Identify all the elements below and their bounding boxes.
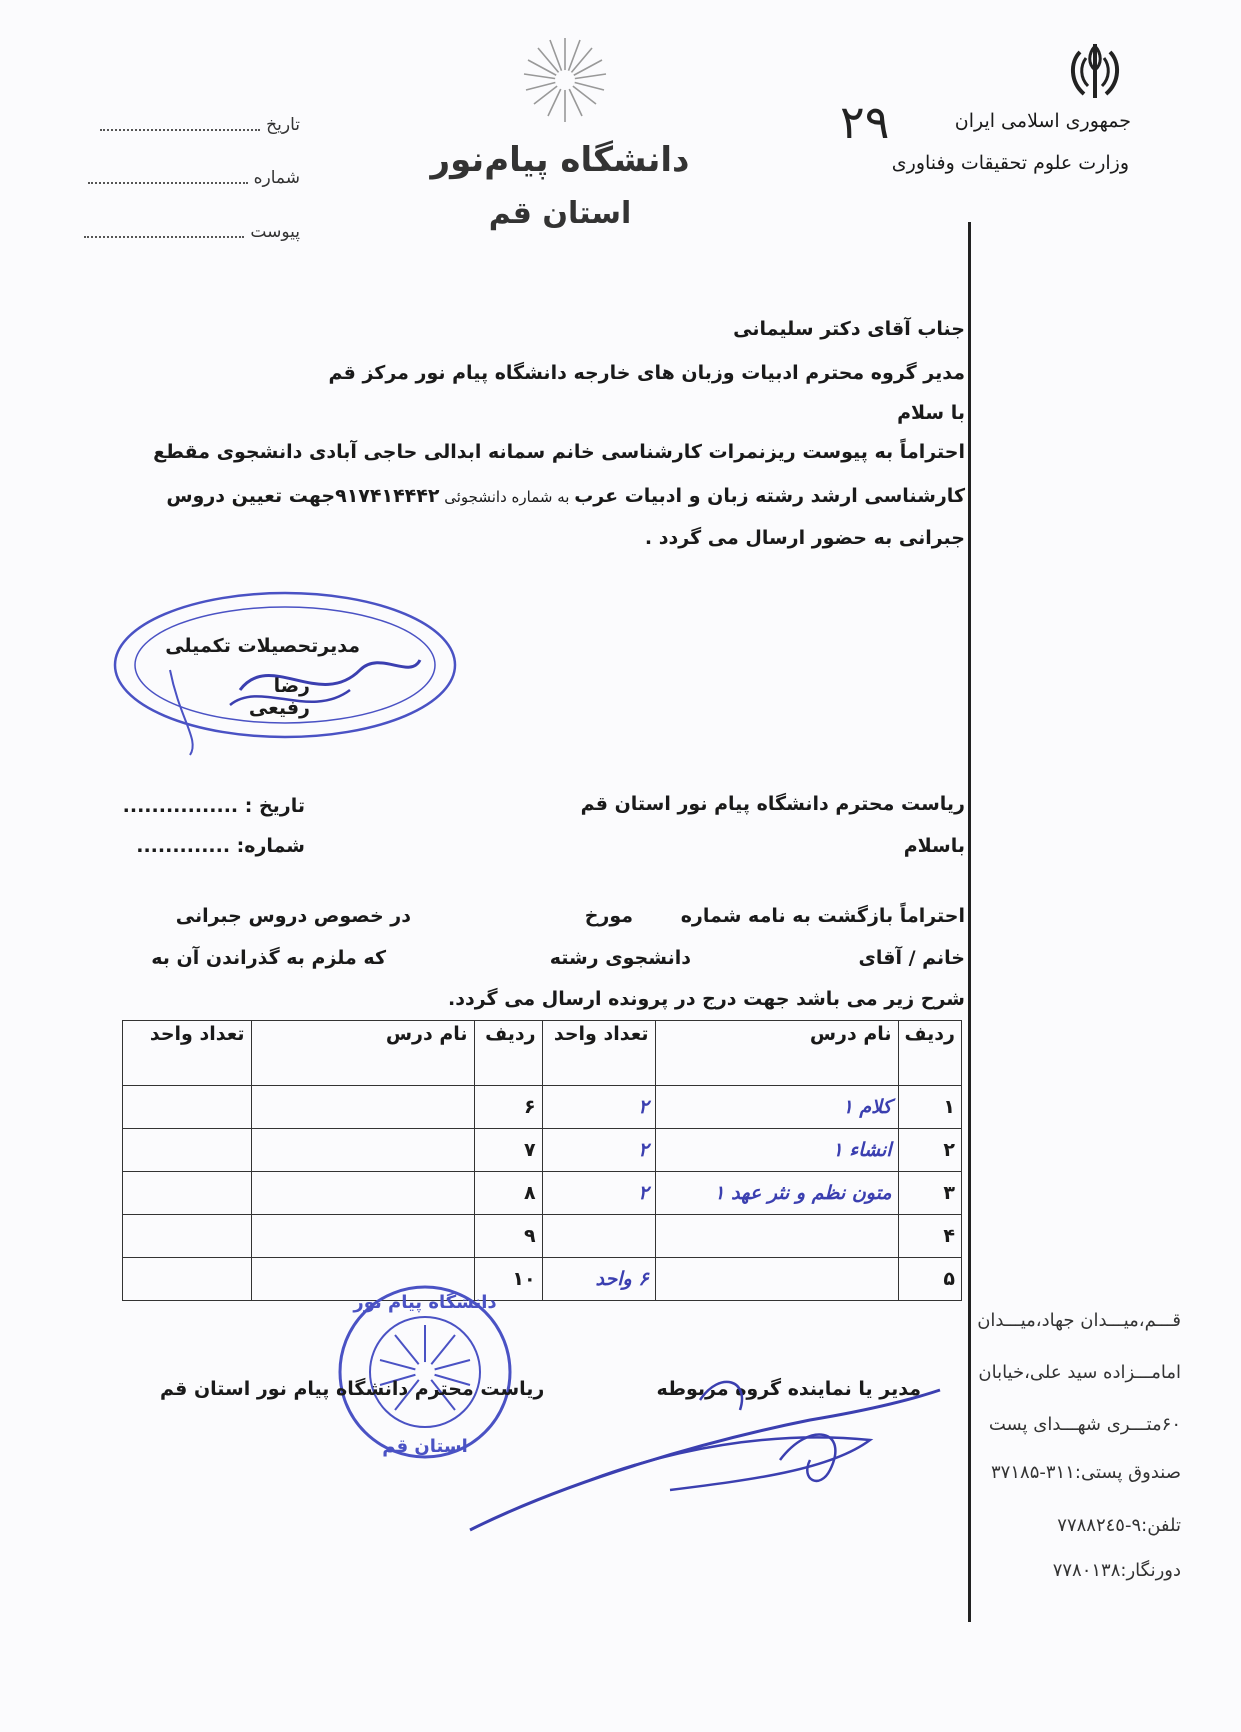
greeting: با سلام	[897, 402, 965, 424]
course-name: متون نظم و نثر عهد ۱	[655, 1172, 898, 1215]
header-course-2: نام درس	[251, 1021, 474, 1086]
date-label: تاریخ	[266, 115, 300, 135]
course-units: ۲	[542, 1086, 655, 1129]
row-number: ۲	[898, 1129, 961, 1172]
signer-title: مدیرتحصیلات تکمیلی	[165, 635, 360, 657]
date-field	[55, 115, 300, 135]
row-number: ۶	[474, 1086, 542, 1129]
body-line-2-number: ۹۱۷۴۱۴۴۴۲جهت تعیین دروس	[166, 485, 440, 507]
table-row	[123, 1172, 962, 1215]
signer-name: رضا رفیعی	[248, 675, 310, 719]
table-row	[123, 1215, 962, 1258]
address-line-3: ۶۰متـــری شهـــدای پست	[988, 1414, 1181, 1435]
courses-table	[122, 1020, 962, 1301]
header-row-no-2: ردیف	[474, 1021, 542, 1086]
postal-box: صندوق پستی:۳۱۱-۳۷۱۸۵	[991, 1462, 1181, 1483]
university-emblem-icon	[520, 30, 610, 130]
margin-rule	[968, 222, 971, 1622]
line-3: شرح زیر می باشد جهت درج در پرونده ارسال می گردد.	[448, 988, 965, 1010]
course-units: ۲	[542, 1172, 655, 1215]
body-line-3: جبرانی به حضور ارسال می گردد .	[644, 527, 965, 549]
course-units	[123, 1258, 252, 1301]
address-line-1: قـــم،میـــدان جهاد،میـــدان	[977, 1310, 1181, 1331]
body-line-1: احتراماً به پیوست ریزنمرات کارشناسی خانم سمانه ابدالی حاجی آبادی دانشجوی مقطع	[153, 441, 965, 463]
course-units: ۶ واحد	[542, 1258, 655, 1301]
line-2a: خانم / آقای	[858, 947, 965, 969]
stamp-top-text: دانشگاه پیام نور	[353, 1292, 497, 1313]
number-label: شماره	[253, 168, 300, 188]
line-1c: در خصوص دروس جبرانی	[175, 905, 411, 927]
official-stamp-icon	[110, 570, 460, 760]
header-row-no-1: ردیف	[898, 1021, 961, 1086]
recipient: جناب آقای دکتر سلیمانی	[733, 318, 965, 340]
republic-label: جمهوری اسلامی ایران	[954, 110, 1131, 132]
signature-right-label: مدیر یا نماینده گروه مربوطه	[656, 1378, 921, 1400]
course-units	[123, 1215, 252, 1258]
number-field	[55, 168, 300, 188]
course-name	[655, 1258, 898, 1301]
row-number: ۴	[898, 1215, 961, 1258]
course-units: ۲	[542, 1129, 655, 1172]
row-number: ۱	[898, 1086, 961, 1129]
table-row	[123, 1129, 962, 1172]
row-number: ۳	[898, 1172, 961, 1215]
course-name	[655, 1215, 898, 1258]
row-number: ۱۰	[474, 1258, 542, 1301]
iran-emblem-icon	[1060, 40, 1130, 104]
recipient-2: ریاست محترم دانشگاه پیام نور استان قم	[580, 793, 965, 815]
header-units-1: تعداد واحد	[542, 1021, 655, 1086]
course-name	[251, 1172, 474, 1215]
body-line-2-label: به شماره دانشجوئی	[439, 488, 575, 506]
header-course-1: نام درس	[655, 1021, 898, 1086]
ministry-label: وزارت علوم تحقیقات وفناوری	[891, 152, 1129, 174]
university-province: استان قم	[488, 196, 632, 231]
course-name: انشاء ۱	[655, 1129, 898, 1172]
row-number: ۷	[474, 1129, 542, 1172]
signature-scribble-icon	[450, 1360, 950, 1540]
attachment-field	[55, 222, 300, 242]
line-2c: که ملزم به گذراندن آن به	[151, 947, 386, 969]
body-line-2-field: کارشناسی ارشد رشته زبان و ادبیات عرب	[574, 485, 965, 507]
row-number: ۹	[474, 1215, 542, 1258]
table-row	[123, 1258, 962, 1301]
course-units	[542, 1215, 655, 1258]
course-units	[123, 1086, 252, 1129]
table-header-row	[123, 1021, 962, 1086]
handwritten-number: ۲۹	[840, 95, 890, 149]
attachment-label: پیوست	[250, 222, 300, 242]
line-2b: دانشجوی رشته	[549, 947, 691, 969]
course-units	[123, 1129, 252, 1172]
line-1b: مورخ	[584, 905, 633, 927]
stamp-bottom-text: استان قم	[382, 1436, 468, 1457]
table-row	[123, 1086, 962, 1129]
row-number: ۵	[898, 1258, 961, 1301]
course-name	[251, 1215, 474, 1258]
course-name	[251, 1086, 474, 1129]
greeting-2: باسلام	[903, 835, 965, 857]
recipient-title: مدیر گروه محترم ادبیات وزبان های خارجه دانشگاه پیام نور مرکز قم	[328, 362, 965, 384]
course-units	[123, 1172, 252, 1215]
course-name: کلام ۱	[655, 1086, 898, 1129]
row-number: ۸	[474, 1172, 542, 1215]
date-2: تاریخ : ................	[122, 795, 305, 817]
body-line-2	[166, 485, 965, 507]
fax: دورنگار:۷۷۸۰۱۳۸	[1052, 1560, 1181, 1581]
header-units-2: تعداد واحد	[123, 1021, 252, 1086]
address-line-2: امامـــزاده سید علی،خیابان	[978, 1362, 1181, 1383]
phone: تلفن:۹-۷۷۸۸۲٤٥	[1057, 1515, 1181, 1536]
number-2: شماره: .............	[136, 835, 305, 857]
university-name: دانشگاه پیام‌نور	[430, 140, 690, 180]
line-1a: احتراماً بازگشت به نامه شماره	[680, 905, 965, 927]
signature-left-label: ریاست محترم دانشگاه پیام نور استان قم	[160, 1378, 545, 1400]
course-name	[251, 1129, 474, 1172]
